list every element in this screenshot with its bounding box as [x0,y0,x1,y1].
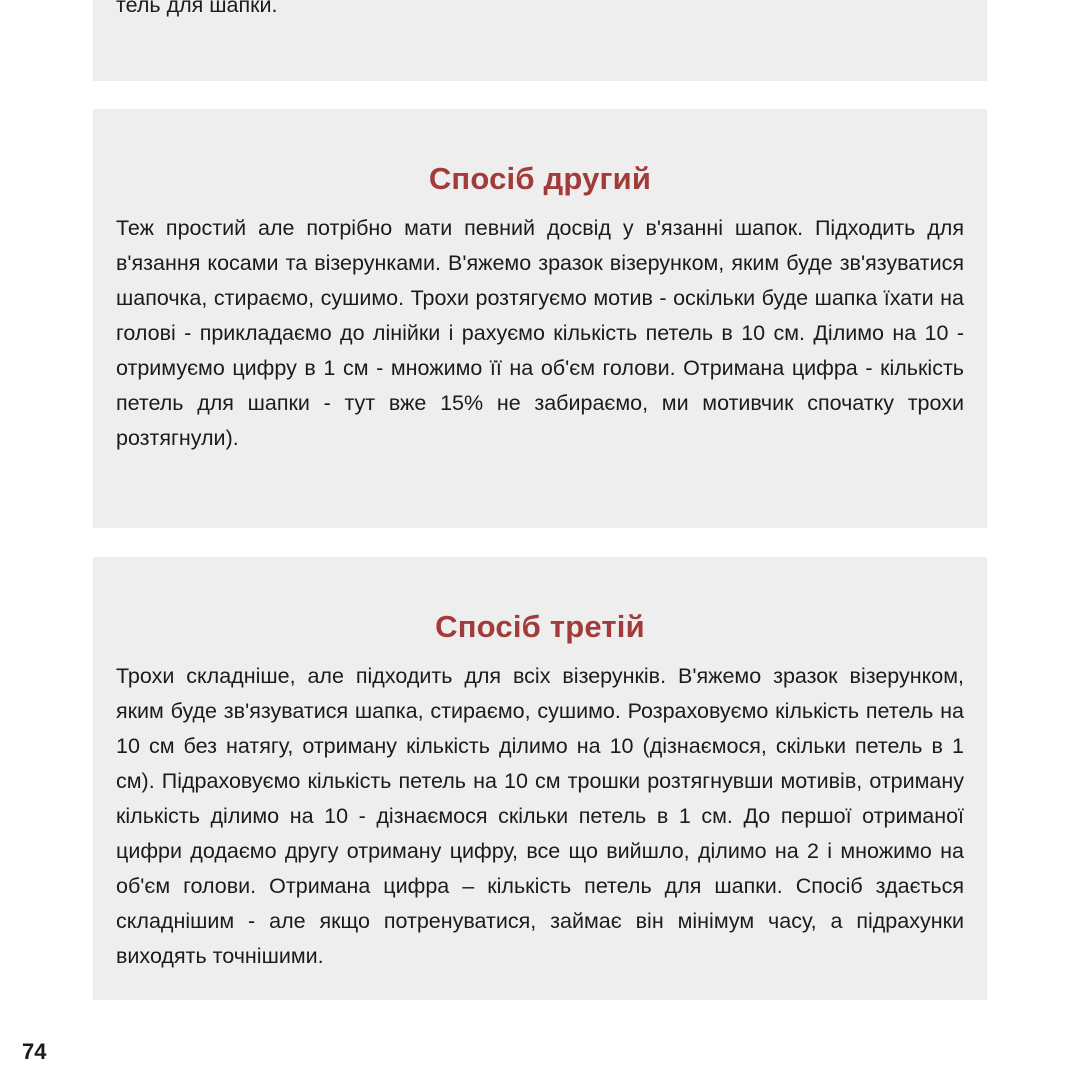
section-body-text: Теж простий але потрібно мати певний досвід у в'язанні шапок. Підходить для в'язання косами та візерунками. В'яжемо зразок візерунком, яким буде зв'язуватися шапочка, стираємо, сушимо. Трохи розтягуємо мотив - оскільки буде шапка їхати на голові - прикладаємо до лінійки і рахуємо кількість петель в 10 см. Ділимо на 10 - отримуємо цифру в 1 см - множимо її на об'єм голови. Отримана цифра - кількість петель для шапки - тут вже 15% не забираємо, ми мотивчик спочатку трохи розтягнули). [116,216,964,450]
section-body-text: тель для шапки. [116,0,278,17]
section-heading: Спосіб третій [435,609,645,644]
page-number: 74 [22,1039,47,1064]
section-heading: Спосіб другий [428,161,652,196]
section-block-method-two [93,109,987,528]
section-block-continued [93,0,987,81]
section-body-text: Трохи складніше, але підходить для всіх візерунків. В'яжемо зразок візерунком, яким буде зв'язуватися шапка, стираємо, сушимо. Розраховуємо кількість петель на 10 см без натягу, отриману кількість ділимо на 10 (дізнаємося, скільки петель в 1 см). Підраховуємо кількість петель на 10 см трошки розтягнувши мотивів, отриману кількість ділимо на 10 - дізнаємося скільки петель в 1 см. До першої отриманої цифри додаємо другу отриману цифру, все що вийшло, ділимо на 2 і множимо на об'єм голови. Отримана цифра – кількість петель для шапки. Спосіб здається складнішим - але якщо потренуватися, займає він мінімум часу, а підрахунки виходять точнішими. [116,664,964,968]
section-block-method-three [93,557,987,1000]
